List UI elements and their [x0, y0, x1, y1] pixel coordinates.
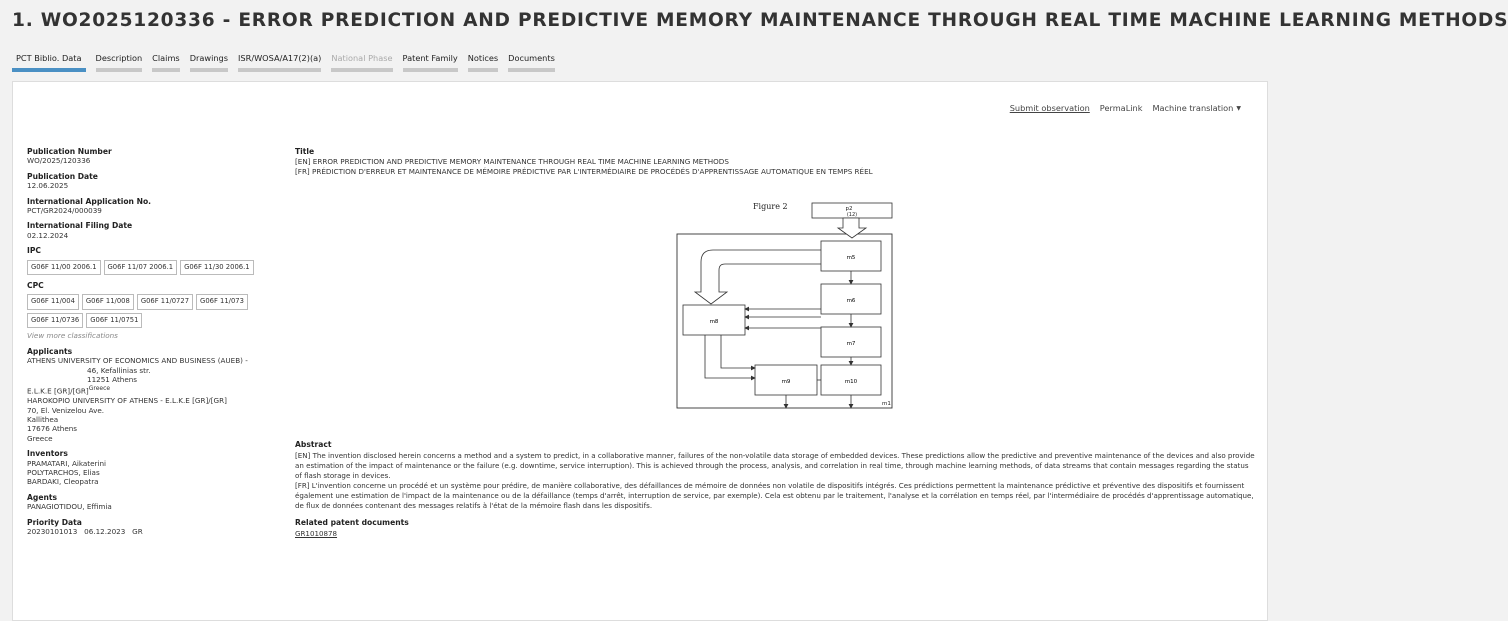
pub-number-label: Publication Number — [27, 147, 112, 156]
figure-label-m6: m6 — [846, 298, 856, 304]
inventors-label: Inventors — [27, 449, 68, 459]
ipc-label: IPC — [27, 246, 41, 256]
tab-description[interactable]: Description — [96, 52, 143, 72]
title-label: Title — [295, 147, 315, 156]
cpc-label: CPC — [27, 281, 44, 291]
title-fr: [FR] PRÉDICTION D'ERREUR ET MAINTENANCE DE MÉMOIRE PRÉDICTIVE PAR L'INTERMÉDIAIRE DE PROCÉDÉS D'APPRENTISSAGE AUTOMATIQUE EN TEMPS RÉEL — [295, 167, 873, 176]
priority-label: Priority Data — [27, 517, 82, 527]
inventor-name: PRAMATARI, Aikaterini — [27, 458, 107, 468]
cpc-chip[interactable]: G06F 11/008 — [82, 294, 134, 309]
figure-label-m10: m10 — [844, 379, 858, 385]
tab-patent-family[interactable]: Patent Family — [403, 52, 458, 72]
figure-arrow-m8-m9b — [721, 335, 755, 368]
pub-date-label: Publication Date — [27, 171, 98, 181]
page-title: 1. WO2025120336 - ERROR PREDICTION AND PREDICTIVE MEMORY MAINTENANCE THROUGH REAL TIME MACHINE LEARNING METHODS — [12, 10, 1508, 31]
applicants-label: Applicants — [27, 346, 73, 356]
abstract-label: Abstract — [295, 440, 332, 449]
intl-app-label: International Application No. — [27, 196, 152, 206]
content-panel — [12, 81, 1268, 621]
applicant-country: Greece — [27, 433, 53, 443]
applicant-office: E.L.K.E [GR]/[GR] — [27, 386, 89, 396]
pub-date-value: 12.06.2025 — [27, 181, 69, 191]
figure-caption: Figure 2 — [753, 202, 788, 211]
filing-date-value: 02.12.2024 — [27, 230, 69, 240]
figure-label-m9: m9 — [781, 379, 791, 385]
permalink-link[interactable]: PermaLink — [1099, 103, 1143, 113]
applicant-country: Greece — [88, 385, 111, 393]
applicant-address: Kallithea — [27, 414, 59, 424]
applicant-address: 11251 Athens — [87, 374, 138, 384]
applicant-name: ATHENS UNIVERSITY OF ECONOMICS AND BUSINESS (AUEB) - — [27, 356, 248, 366]
cpc-chip[interactable]: G06F 11/004 — [27, 294, 79, 309]
patent-drawing — [663, 200, 895, 412]
figure-label-p2: p2 — [845, 206, 853, 212]
view-more-classifications-link[interactable]: View more classifications — [27, 331, 118, 341]
biblio-sidebar — [27, 147, 277, 542]
cpc-chip[interactable]: G06F 11/073 — [196, 294, 248, 309]
tab-pct-biblio-data[interactable]: PCT Biblio. Data — [12, 52, 86, 72]
title-section — [295, 147, 1255, 177]
cpc-chip[interactable]: G06F 11/0727 — [137, 294, 193, 309]
agent-name: PANAGIOTIDOU, Effimia — [27, 502, 112, 512]
tab-national-phase: National Phase — [331, 52, 392, 72]
figure-label-m8: m8 — [709, 319, 719, 325]
toplinks — [1010, 103, 1241, 113]
related-patent-link[interactable]: GR1010878 — [295, 529, 338, 538]
figure-arrow-m8-m9 — [705, 335, 755, 378]
figure-label-p2-sub: (12) — [846, 212, 858, 218]
abstract-en: [EN] The invention disclosed herein concerns a method and a system to predict, in a collaborative manner, failures of the non-volatile data storage of embedded devices. These predictions allow the predictive and preventive maintenance of the devices and also provide an estimation of the impact of maintenance or the failure (e.g. downtime, service interruption). This is achieved through the process, analysis, and correlation in real time, through machine learning methods, of data streams that contain messages regarding the status of flash storage in devices. — [295, 451, 1255, 480]
applicant-address: 17676 Athens — [27, 424, 78, 434]
tab-bar — [12, 52, 565, 72]
inventor-name: BARDAKI, Cleopatra — [27, 477, 99, 487]
ipc-chip[interactable]: G06F 11/07 2006.1 — [104, 260, 178, 275]
machine-translation-dropdown[interactable] — [1152, 103, 1241, 113]
related-label: Related patent documents — [295, 518, 409, 527]
inventor-name: POLYTARCHOS, Elias — [27, 467, 100, 477]
filing-date-label: International Filing Date — [27, 221, 133, 231]
pub-number-value: WO/2025/120336 — [27, 156, 91, 166]
abstract-section — [295, 440, 1255, 539]
machine-translation-label: Machine translation — [1152, 103, 1234, 113]
cpc-chip[interactable]: G06F 11/0751 — [86, 313, 142, 328]
ipc-chip[interactable]: G06F 11/00 2006.1 — [27, 260, 101, 275]
intl-app-value: PCT/GR2024/000039 — [27, 206, 102, 216]
applicant-tail — [27, 384, 277, 396]
figure-label-m5: m5 — [846, 255, 856, 261]
caret-down-icon: ▼ — [1236, 105, 1241, 112]
abstract-fr: [FR] L'invention concerne un procédé et un système pour prédire, de manière collaborative, des défaillances de mémoire de données non volatile de dispositifs intégrés. Ces prédictions permettent la maintenance prédictive et préventive des dispositifs et fournissent également une estimation de l'impact de la maintenance ou de la défaillance (temps d'arrêt, interruption de service, par exemple). Cela est obtenu par le traitement, l'analyse et la corrélation en temps réel, par l'intermédiaire de procédés d'apprentissage automatique, de flux de données contenant des messages relatifs à l'état de la mémoire flash dans les dispositifs. — [295, 481, 1254, 510]
tab-drawings[interactable]: Drawings — [190, 52, 228, 72]
title-en: [EN] ERROR PREDICTION AND PREDICTIVE MEMORY MAINTENANCE THROUGH REAL TIME MACHINE LEARNING METHODS — [295, 157, 729, 166]
cpc-list — [27, 294, 257, 328]
tab-isr-wosa[interactable]: ISR/WOSA/A17(2)(a) — [238, 52, 321, 72]
ipc-list — [27, 260, 257, 275]
agents-label: Agents — [27, 492, 58, 502]
ipc-chip[interactable]: G06F 11/30 2006.1 — [180, 260, 254, 275]
submit-observation-link[interactable]: Submit observation — [1009, 103, 1090, 113]
figure-label-m7: m7 — [846, 341, 856, 347]
applicant-address: 70, El. Venizelou Ave. — [27, 405, 105, 415]
tab-documents[interactable]: Documents — [508, 52, 555, 72]
figure-arrow-in — [838, 218, 866, 238]
figure-label-m1: m1 — [882, 401, 891, 407]
tab-claims[interactable]: Claims — [152, 52, 180, 72]
applicant-address: 46, Kefallinias str. — [87, 365, 151, 375]
applicant-name: HAROKOPIO UNIVERSITY OF ATHENS - E.L.K.E [GR]/[GR] — [27, 396, 227, 406]
tab-notices[interactable]: Notices — [468, 52, 498, 72]
cpc-chip[interactable]: G06F 11/0736 — [27, 313, 83, 328]
figure-arrow-loop — [695, 250, 821, 304]
priority-value: 20230101013 06.12.2023 GR — [27, 526, 143, 536]
